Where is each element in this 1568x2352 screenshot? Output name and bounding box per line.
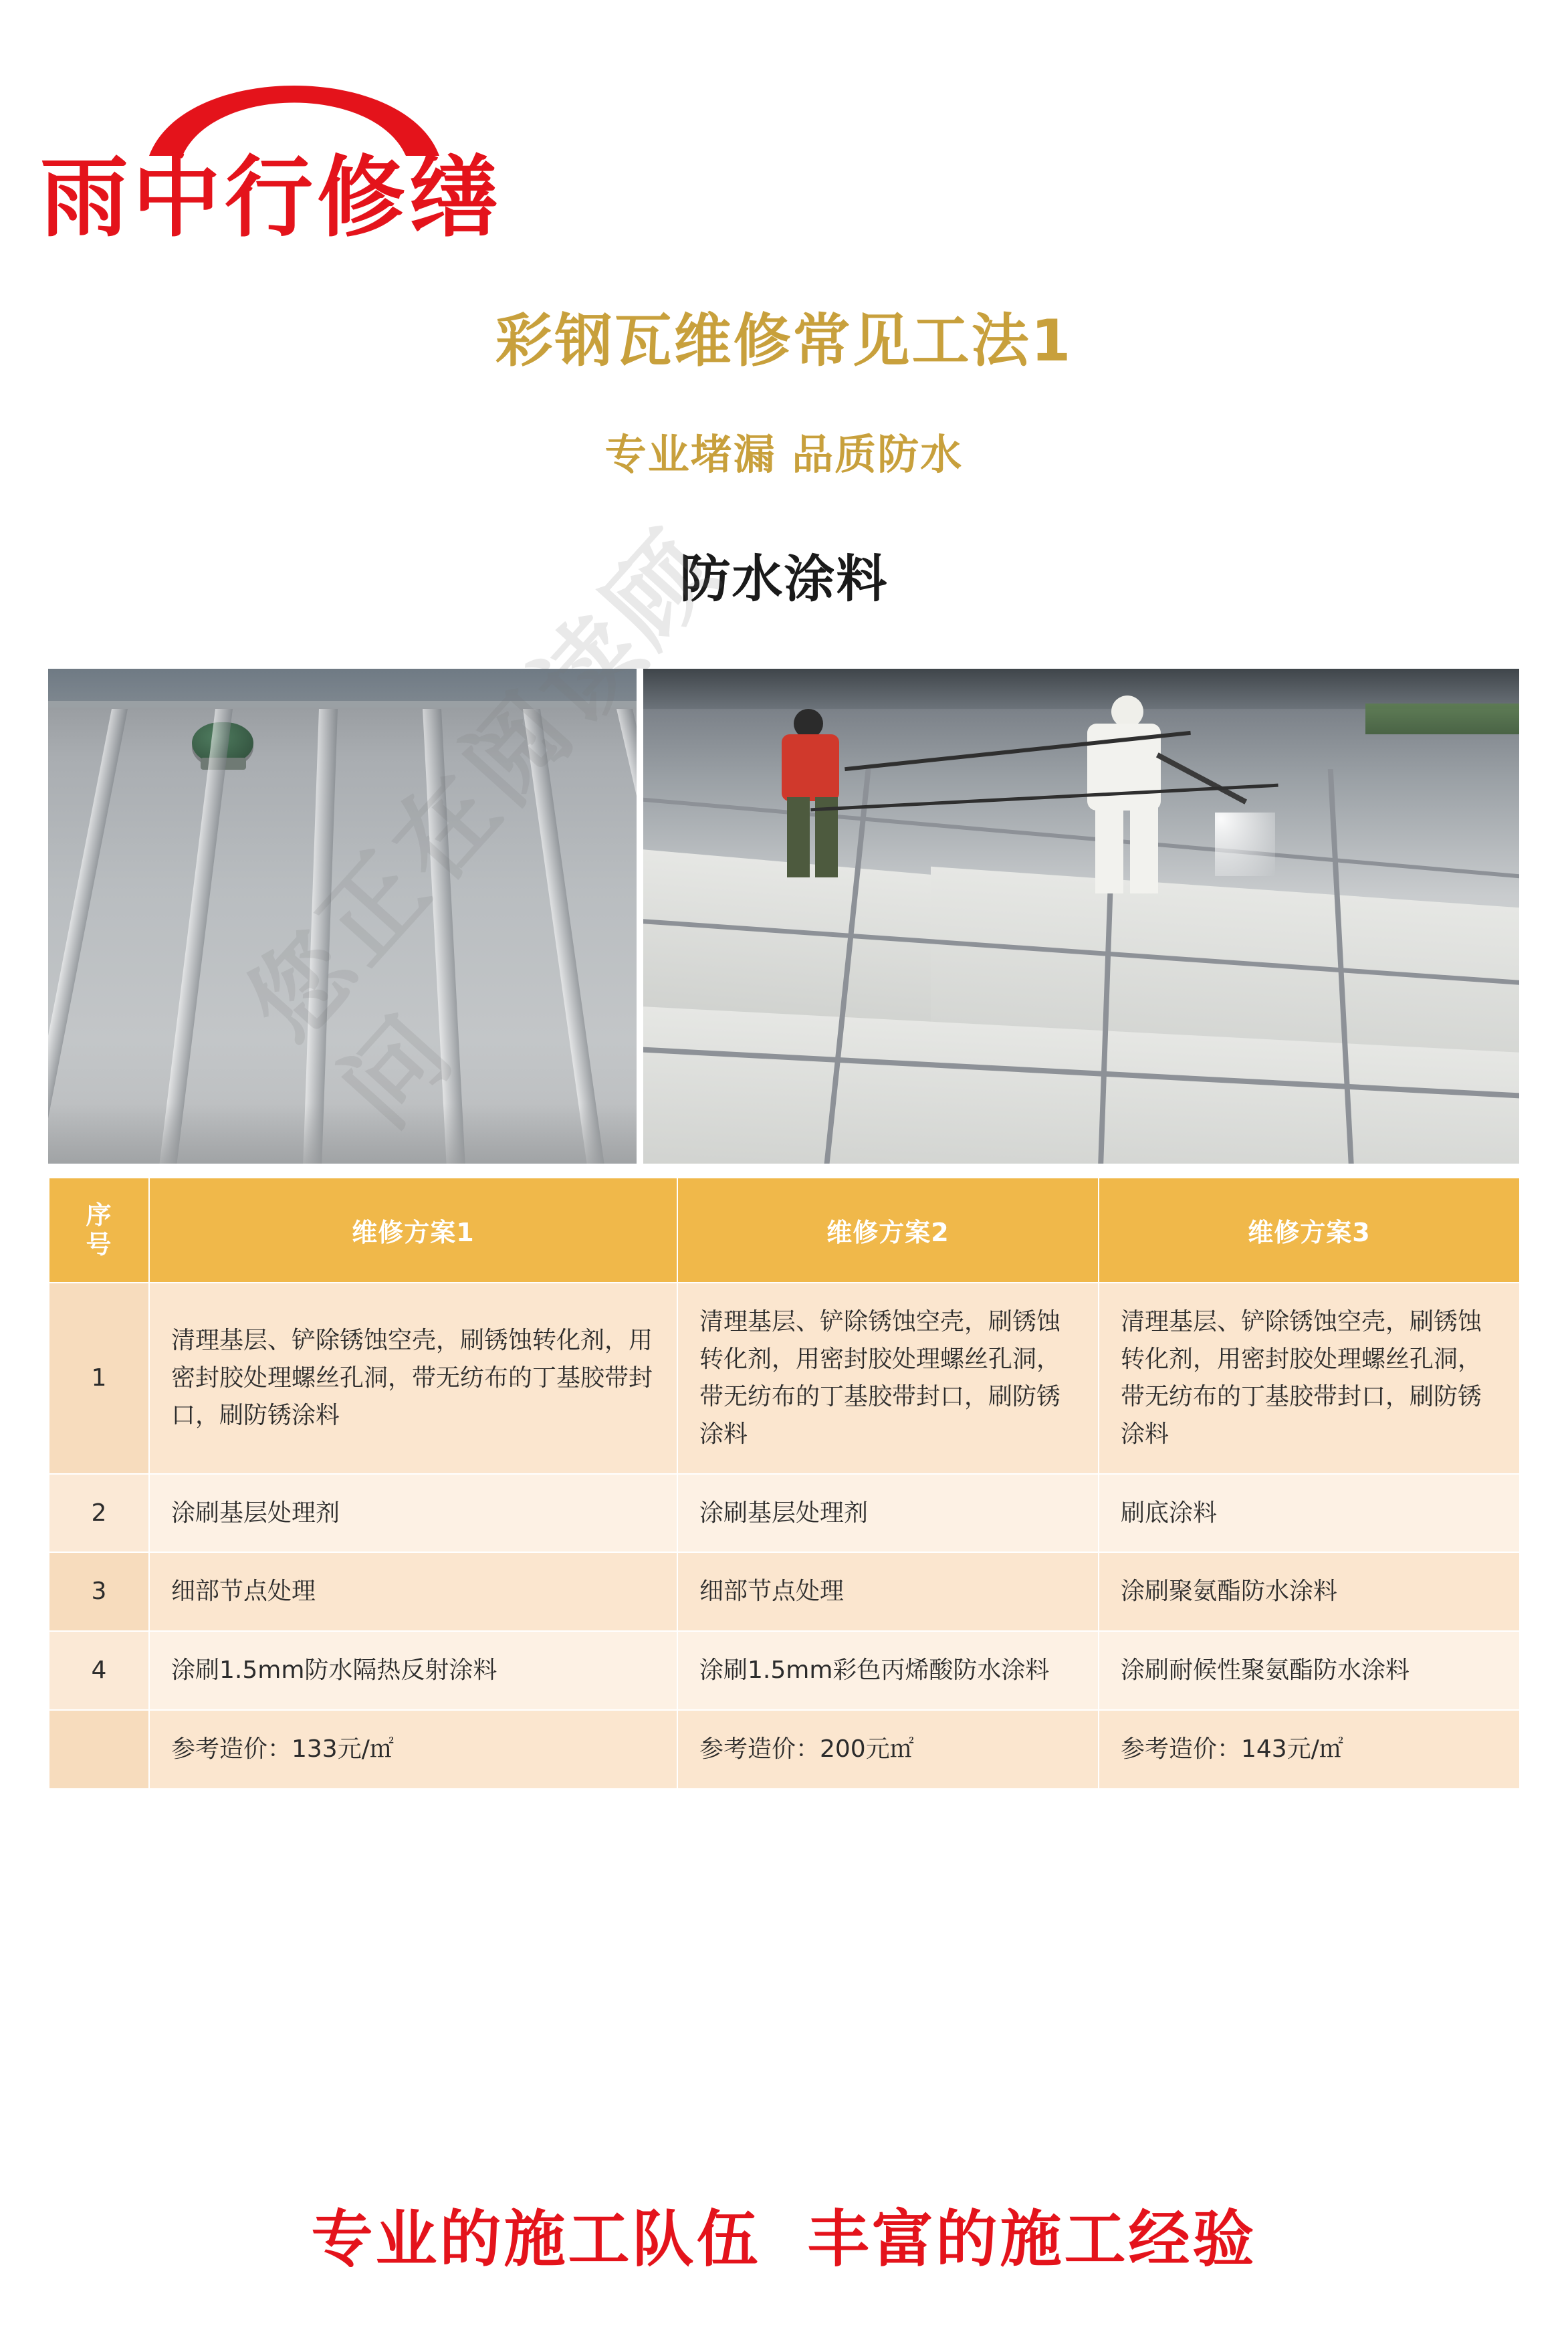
row-plan-1: 清理基层、铲除锈蚀空壳，刷锈蚀转化剂，用密封胶处理螺丝孔洞，带无纺布的丁基胶带封口，刷防锈涂料 [149, 1283, 677, 1473]
brand-logo [27, 37, 575, 257]
photo-gallery [48, 669, 1519, 1164]
header-plan-3: 维修方案3 [1099, 1178, 1520, 1283]
header-plan-1: 维修方案1 [149, 1178, 677, 1283]
repair-plan-table [48, 1177, 1519, 1790]
row-index: 1 [49, 1283, 149, 1473]
row-plan-3: 涂刷耐候性聚氨酯防水涂料 [1099, 1631, 1520, 1710]
price-plan-3: 参考造价：143元/㎡ [1099, 1710, 1520, 1789]
row-index: 3 [49, 1552, 149, 1631]
footer-slogan-left: 专业的施工队伍 [311, 2204, 761, 2275]
price-plan-2: 参考造价：200元㎡ [677, 1710, 1099, 1789]
table-header-row [49, 1178, 1520, 1283]
spray-coating-photo [643, 669, 1519, 1164]
row-plan-3: 刷底涂料 [1099, 1474, 1520, 1553]
brand-name: 雨中行修缮 [40, 146, 501, 249]
header-plan-2: 维修方案2 [677, 1178, 1099, 1283]
metal-roof-photo [48, 669, 637, 1164]
row-plan-1: 涂刷基层处理剂 [149, 1474, 677, 1553]
worker-left [774, 709, 854, 883]
row-plan-1: 细部节点处理 [149, 1552, 677, 1631]
row-plan-3: 清理基层、铲除锈蚀空壳，刷锈蚀转化剂，用密封胶处理螺丝孔洞，带无纺布的丁基胶带封口，刷防锈涂料 [1099, 1283, 1520, 1473]
table-row [49, 1631, 1520, 1710]
row-plan-3: 涂刷聚氨酯防水涂料 [1099, 1552, 1520, 1631]
table-row [49, 1552, 1520, 1631]
price-row-index [49, 1710, 149, 1789]
row-plan-2: 清理基层、铲除锈蚀空壳，刷锈蚀转化剂，用密封胶处理螺丝孔洞，带无纺布的丁基胶带封口，刷防锈涂料 [677, 1283, 1099, 1473]
red-arc-icon [144, 43, 445, 161]
table-price-row [49, 1710, 1520, 1789]
footer-slogan-right: 丰富的施工经验 [807, 2204, 1257, 2275]
table-row [49, 1474, 1520, 1553]
price-plan-1: 参考造价：133元/㎡ [149, 1710, 677, 1789]
header-index-line1: 序 [86, 1200, 112, 1230]
row-index: 2 [49, 1474, 149, 1553]
row-plan-2: 细部节点处理 [677, 1552, 1099, 1631]
header-index [49, 1178, 149, 1283]
page-subtitle: 专业堵漏 品质防水 [604, 430, 964, 479]
table-row [49, 1283, 1520, 1473]
row-plan-1: 涂刷1.5mm防水隔热反射涂料 [149, 1631, 677, 1710]
header-index-line2: 号 [86, 1229, 112, 1259]
footer-slogan [0, 2190, 1568, 2278]
page-title: 彩钢瓦维修常见工法1 [495, 308, 1073, 375]
row-plan-2: 涂刷1.5mm彩色丙烯酸防水涂料 [677, 1631, 1099, 1710]
section-title: 防水涂料 [679, 549, 889, 609]
row-plan-2: 涂刷基层处理剂 [677, 1474, 1099, 1553]
row-index: 4 [49, 1631, 149, 1710]
